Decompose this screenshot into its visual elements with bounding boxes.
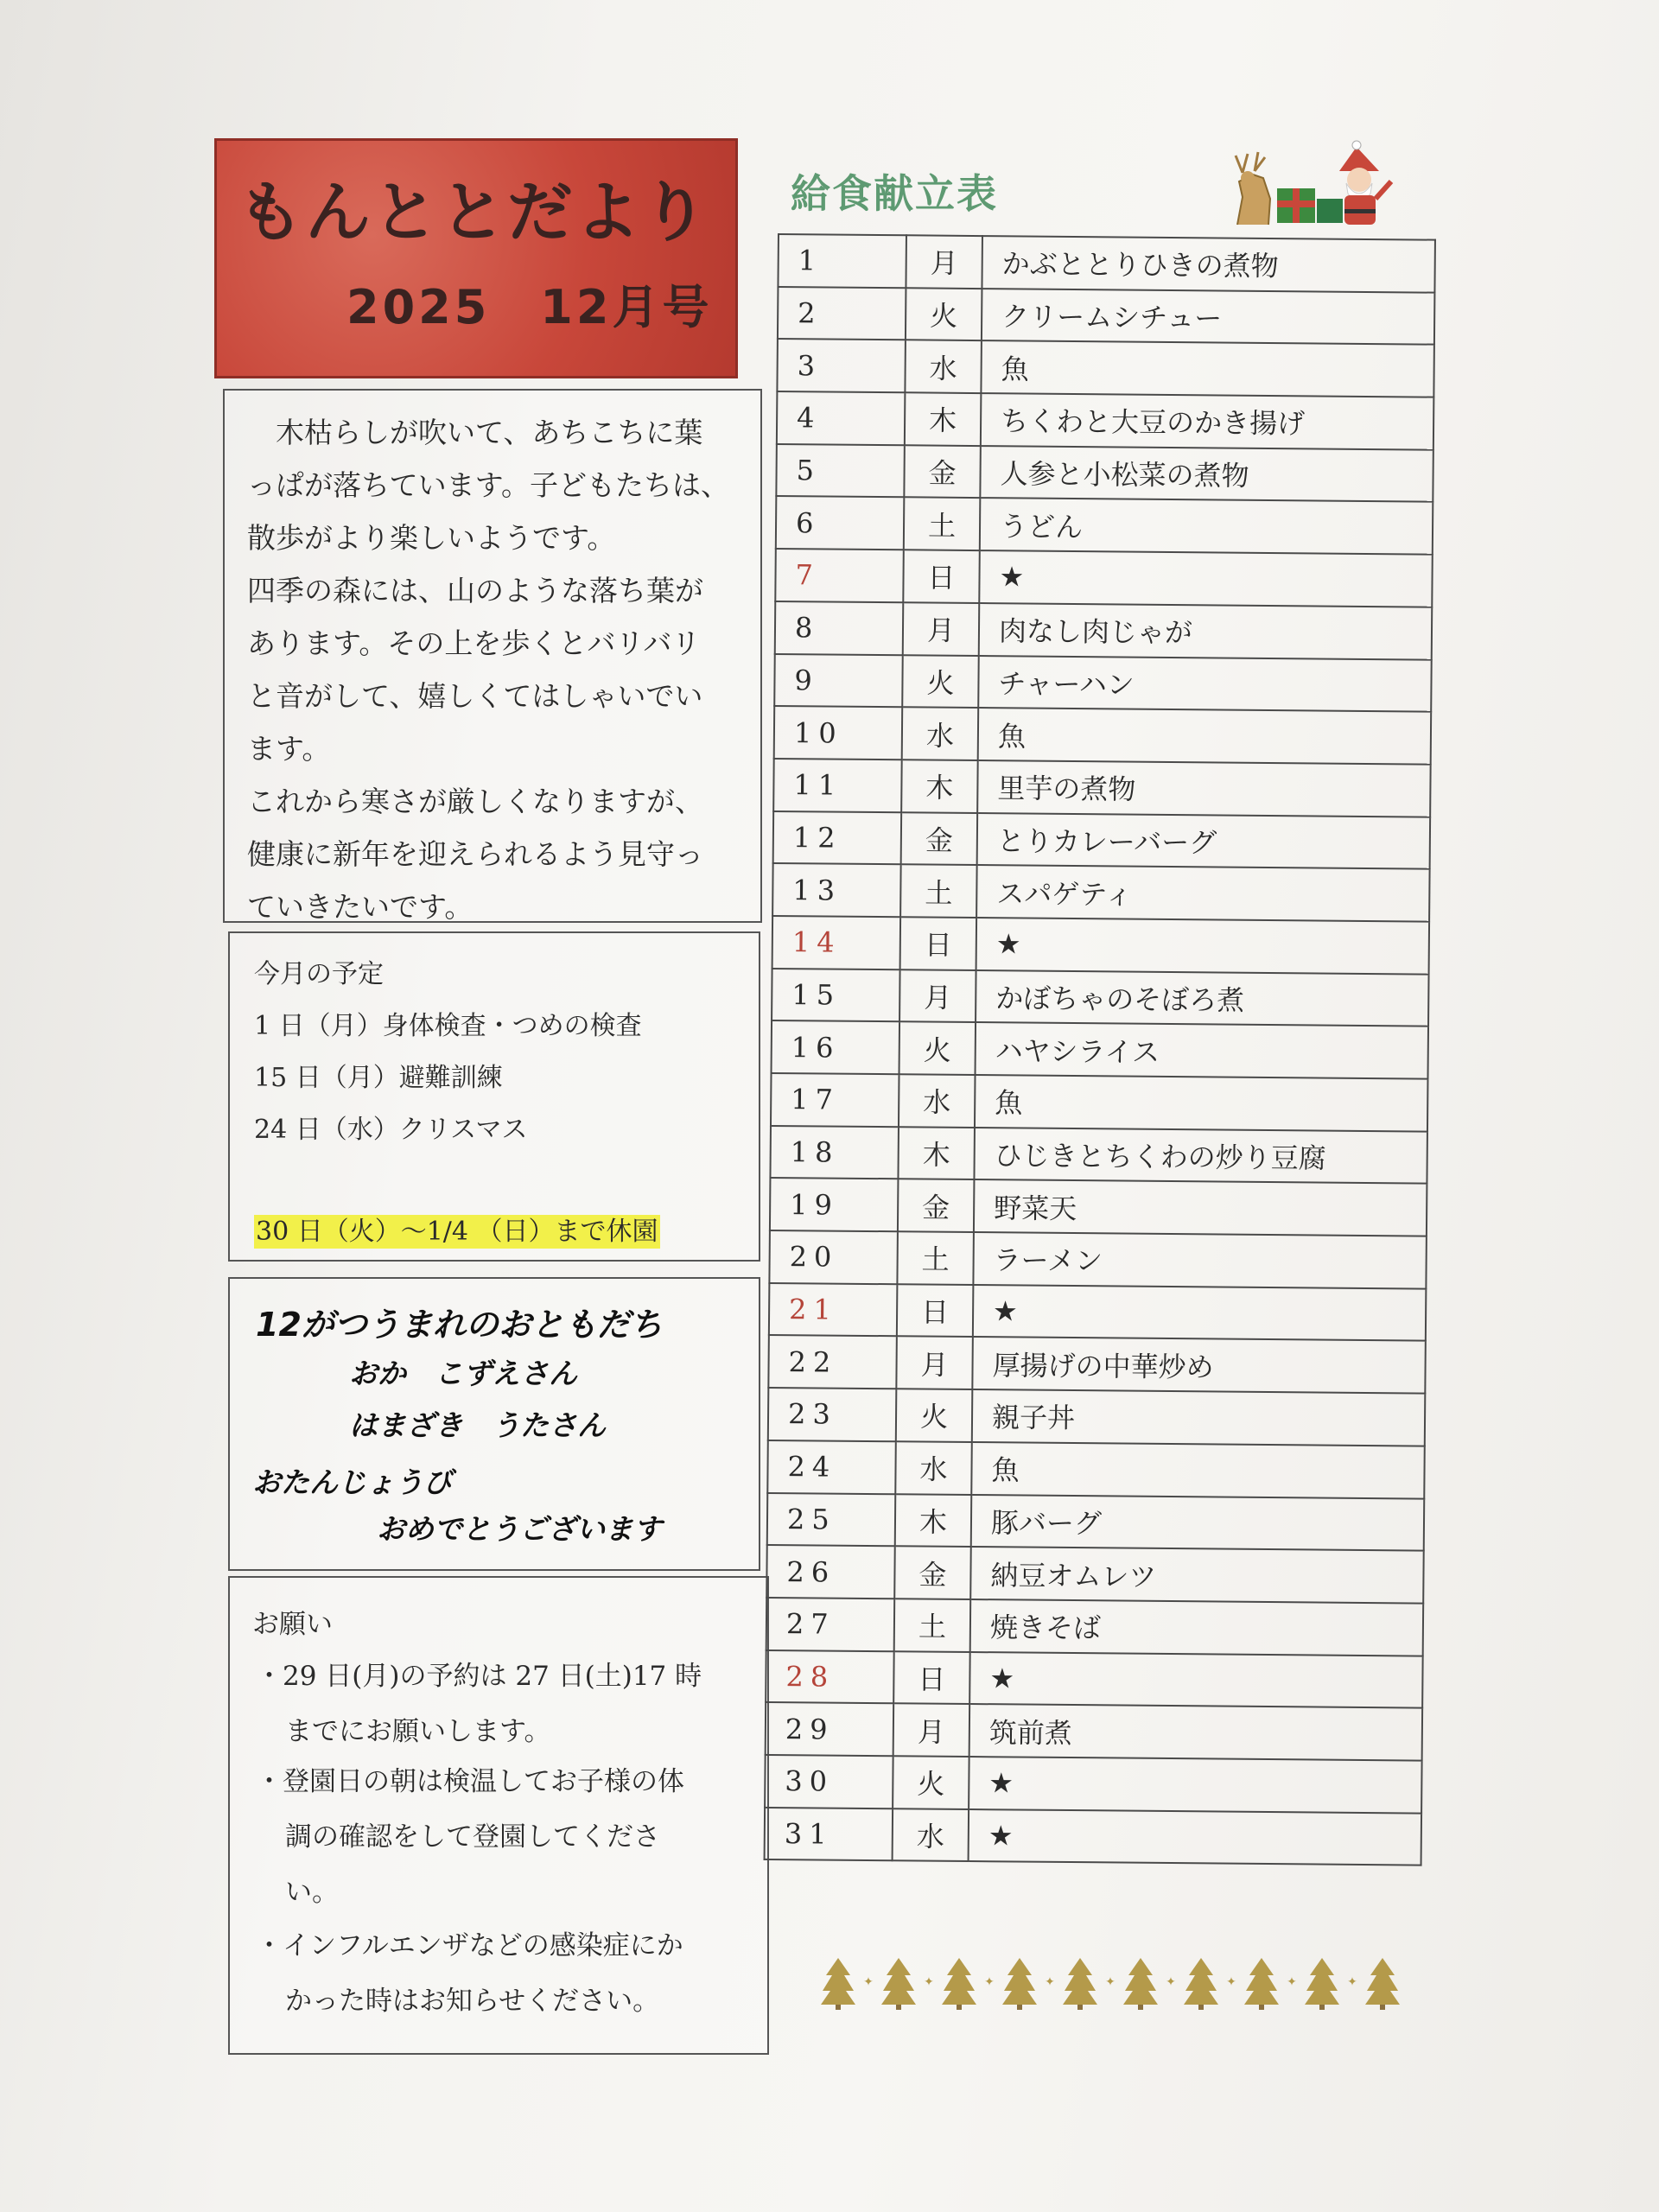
greeting-line: あります。その上を歩くとバリバリ <box>247 626 701 660</box>
issue-label: 2025 12月号 <box>346 280 713 334</box>
menu-row <box>770 1126 1427 1184</box>
gift-icon <box>1277 188 1343 223</box>
request-line: 調の確認をして登園してくださ <box>285 1821 660 1853</box>
menu-day-cell: 5 <box>776 444 905 498</box>
schedule-title: 今月の予定 <box>254 959 384 989</box>
greeting-line: 散歩がより楽しいようです。 <box>247 521 616 555</box>
menu-table <box>764 233 1436 1866</box>
menu-day-cell: 31 <box>765 1808 893 1861</box>
menu-row <box>769 1283 1427 1341</box>
menu-row <box>774 706 1432 764</box>
menu-weekday-cell: 水 <box>905 340 982 393</box>
menu-weekday-cell: 月 <box>903 602 980 655</box>
christmas-tree-icon <box>821 1958 855 2010</box>
menu-dish-cell: 親子丼 <box>972 1389 1426 1446</box>
menu-weekday-cell: 水 <box>902 707 979 760</box>
menu-dish-cell: うどん <box>980 498 1433 554</box>
menu-row <box>775 601 1433 659</box>
greeting-text <box>247 406 748 933</box>
menu-weekday-cell: 木 <box>901 760 978 812</box>
menu-weekday-cell: 月 <box>906 235 982 288</box>
menu-weekday-cell: 水 <box>895 1441 972 1494</box>
menu-day-cell: 2 <box>778 287 906 340</box>
christmas-tree-icon <box>1123 1958 1158 2010</box>
menu-weekday-cell: 火 <box>899 1022 976 1075</box>
menu-dish-cell: ★ <box>973 1285 1427 1341</box>
menu-row <box>766 1650 1423 1708</box>
request-line: までにお願いします。 <box>285 1716 551 1747</box>
schedule-box <box>228 931 760 1262</box>
birthday-name: おか こずえさん <box>349 1357 577 1390</box>
birthday-message: おたんじょうび <box>252 1465 452 1499</box>
menu-weekday-cell: 日 <box>900 917 977 969</box>
christmas-tree-icon <box>1063 1958 1097 2010</box>
menu-day-cell: 29 <box>766 1702 894 1756</box>
menu-weekday-cell: 日 <box>903 550 980 602</box>
menu-day-cell: 30 <box>765 1755 893 1808</box>
christmas-tree-icon <box>881 1958 916 2010</box>
schedule-item: 24 日（水）クリスマス <box>254 1115 528 1145</box>
menu-weekday-cell: 土 <box>900 865 977 918</box>
menu-weekday-cell: 日 <box>893 1651 970 1704</box>
menu-row <box>769 1230 1427 1288</box>
menu-dish-cell: 人参と小松菜の煮物 <box>980 446 1433 502</box>
menu-row <box>773 811 1431 869</box>
menu-dish-cell: 筑前煮 <box>969 1704 1423 1760</box>
menu-day-cell: 24 <box>767 1440 896 1494</box>
menu-day-cell: 16 <box>772 1020 900 1074</box>
star-icon: ✦ <box>1166 1975 1176 1989</box>
menu-dish-cell: クリームシチュー <box>982 289 1435 345</box>
closure-notice: 30 日（火）～1/4 （日）まで休園 <box>256 1217 658 1247</box>
menu-day-cell: 10 <box>774 706 903 760</box>
santa-icon <box>1339 141 1391 225</box>
greeting-box <box>223 389 762 923</box>
menu-row <box>767 1492 1425 1550</box>
menu-row <box>773 759 1431 817</box>
menu-dish-cell: 厚揚げの中華炒め <box>972 1337 1426 1393</box>
menu-dish-cell: ラーメン <box>973 1232 1427 1288</box>
tree-border <box>821 1951 1443 2012</box>
title-banner <box>214 138 738 378</box>
menu-row <box>770 1178 1427 1236</box>
menu-day-cell: 17 <box>771 1073 899 1127</box>
greeting-line: ていきたいです。 <box>247 890 474 924</box>
menu-weekday-cell: 木 <box>898 1127 975 1179</box>
menu-dish-cell: ★ <box>976 918 1430 974</box>
menu-weekday-cell: 水 <box>893 1808 969 1861</box>
menu-dish-cell: 魚 <box>978 708 1432 764</box>
christmas-tree-icon <box>1365 1958 1400 2010</box>
christmas-tree-icon <box>942 1958 976 2010</box>
menu-day-cell: 25 <box>767 1492 896 1546</box>
request-box <box>228 1576 769 2055</box>
menu-row <box>765 1755 1422 1813</box>
menu-row <box>771 1073 1428 1131</box>
menu-weekday-cell: 火 <box>902 655 979 708</box>
birthday-box <box>228 1277 760 1571</box>
menu-row <box>768 1388 1426 1446</box>
menu-row <box>772 916 1430 974</box>
menu-row <box>766 1598 1424 1656</box>
menu-dish-cell: ★ <box>969 1757 1422 1813</box>
request-title: お願い <box>252 1609 333 1640</box>
christmas-tree-icon <box>1305 1958 1339 2010</box>
request-line: ・29 日(月)の予約は 27 日(土)17 時 <box>256 1661 702 1692</box>
reindeer-icon <box>1236 152 1270 225</box>
menu-row <box>775 549 1433 607</box>
menu-day-cell: 3 <box>777 339 906 392</box>
menu-dish-cell: かぶととりひきの煮物 <box>982 236 1435 292</box>
menu-dish-cell: ハヤシライス <box>976 1022 1429 1078</box>
menu-dish-cell: かぼちゃのそぼろ煮 <box>976 970 1429 1027</box>
birthday-message: おめでとうございます <box>377 1512 662 1546</box>
menu-row <box>772 1020 1429 1078</box>
christmas-tree-icon <box>1184 1958 1218 2010</box>
menu-day-cell: 27 <box>766 1598 895 1651</box>
menu-weekday-cell: 火 <box>896 1389 973 1441</box>
menu-day-cell: 23 <box>768 1388 897 1441</box>
menu-dish-cell: 肉なし肉じゃが <box>979 603 1433 659</box>
request-line: ・インフルエンザなどの感染症にか <box>256 1930 683 1961</box>
greeting-line: これから寒さが厳しくなりますが、 <box>247 785 703 818</box>
menu-dish-cell: とりカレーバーグ <box>977 813 1431 869</box>
menu-row <box>766 1702 1423 1760</box>
menu-day-cell: 4 <box>777 391 906 445</box>
star-icon: ✦ <box>863 1975 874 1989</box>
birthday-name: はまざき うたさん <box>349 1408 606 1442</box>
menu-dish-cell: チャーハン <box>978 656 1432 712</box>
greeting-line: と音がして、嬉しくてはしゃいでい <box>247 679 703 713</box>
menu-dish-cell: 焼きそば <box>970 1599 1424 1656</box>
menu-dish-cell: 里芋の煮物 <box>977 760 1431 817</box>
menu-weekday-cell: 木 <box>905 392 982 445</box>
request-line: ・登園日の朝は検温してお子様の体 <box>256 1766 684 1797</box>
menu-weekday-cell: 土 <box>894 1599 971 1651</box>
menu-row <box>767 1440 1425 1498</box>
menu-row <box>778 234 1435 292</box>
menu-weekday-cell: 火 <box>893 1756 969 1808</box>
menu-weekday-cell: 火 <box>906 288 982 340</box>
menu-weekday-cell: 月 <box>896 1337 973 1389</box>
menu-weekday-cell: 金 <box>901 812 978 865</box>
star-icon: ✦ <box>1105 1975 1116 1989</box>
menu-weekday-cell: 日 <box>897 1284 974 1337</box>
star-icon: ✦ <box>1226 1975 1236 1989</box>
menu-day-cell: 19 <box>770 1178 899 1231</box>
menu-day-cell: 22 <box>768 1335 897 1389</box>
menu-dish-cell: ちくわと大豆のかき揚げ <box>981 393 1434 449</box>
menu-day-cell: 21 <box>769 1283 898 1337</box>
menu-row <box>777 339 1434 397</box>
greeting-line: 健康に新年を迎えられるよう見守っ <box>247 837 703 871</box>
menu-weekday-cell: 土 <box>897 1231 974 1284</box>
menu-day-cell: 7 <box>775 549 904 602</box>
menu-row <box>772 863 1430 921</box>
menu-dish-cell: 納豆オムレツ <box>970 1547 1424 1603</box>
menu-dish-cell: ★ <box>979 550 1433 607</box>
request-line: かった時はお知らせください。 <box>285 1986 660 2017</box>
menu-day-cell: 26 <box>766 1545 895 1599</box>
star-icon: ✦ <box>924 1975 934 1989</box>
menu-weekday-cell: 土 <box>904 498 981 550</box>
menu-row <box>766 1545 1424 1603</box>
star-icon: ✦ <box>1287 1975 1297 1989</box>
menu-dish-cell: 魚 <box>981 340 1434 397</box>
menu-day-cell: 8 <box>775 601 904 655</box>
menu-weekday-cell: 金 <box>894 1546 971 1599</box>
menu-day-cell: 15 <box>772 969 900 1022</box>
menu-weekday-cell: 木 <box>895 1494 972 1547</box>
birthday-heading: 12がつうまれのおともだち <box>256 1306 663 1344</box>
menu-dish-cell: ひじきとちくわの炒り豆腐 <box>974 1128 1427 1184</box>
menu-title: 給食献立表 <box>791 170 998 217</box>
menu-weekday-cell: 金 <box>898 1179 975 1232</box>
menu-weekday-cell: 月 <box>899 969 976 1022</box>
menu-table-body <box>765 234 1435 1866</box>
menu-day-cell: 14 <box>772 916 901 969</box>
star-icon: ✦ <box>1347 1975 1357 1989</box>
greeting-line: ます。 <box>247 732 331 766</box>
menu-dish-cell: 豚バーグ <box>971 1495 1425 1551</box>
menu-day-cell: 20 <box>769 1230 898 1284</box>
menu-row <box>777 391 1434 449</box>
menu-dish-cell: ★ <box>969 1652 1423 1708</box>
menu-row <box>768 1335 1426 1393</box>
menu-dish-cell: 野菜天 <box>974 1179 1427 1236</box>
menu-row <box>776 444 1433 502</box>
menu-day-cell: 11 <box>773 759 902 812</box>
menu-weekday-cell: 月 <box>893 1703 970 1756</box>
christmas-tree-icon <box>1244 1958 1279 2010</box>
menu-row <box>765 1808 1422 1866</box>
christmas-decoration <box>1227 130 1400 233</box>
menu-dish-cell: 魚 <box>971 1442 1425 1498</box>
menu-weekday-cell: 金 <box>904 445 981 498</box>
greeting-line: っぱが落ちています。子どもたちは、 <box>247 468 730 502</box>
schedule-item: 1 日（月）身体検査・つめの検査 <box>254 1011 642 1041</box>
menu-day-cell: 1 <box>778 234 906 288</box>
menu-day-cell: 28 <box>766 1650 894 1704</box>
menu-row <box>772 969 1429 1027</box>
menu-row <box>776 496 1433 554</box>
star-icon: ✦ <box>984 1975 995 1989</box>
menu-day-cell: 9 <box>774 653 903 707</box>
menu-day-cell: 18 <box>770 1126 899 1179</box>
request-line: い。 <box>285 1877 339 1908</box>
menu-day-cell: 12 <box>773 811 902 865</box>
newsletter-title: もんととだより <box>238 174 709 251</box>
menu-weekday-cell: 水 <box>899 1074 976 1127</box>
menu-dish-cell: スパゲティ <box>976 865 1430 921</box>
menu-dish-cell: 魚 <box>975 1075 1428 1131</box>
star-icon: ✦ <box>1045 1975 1055 1989</box>
christmas-tree-icon <box>1002 1958 1037 2010</box>
menu-day-cell: 6 <box>776 496 905 550</box>
menu-dish-cell: ★ <box>969 1809 1422 1866</box>
menu-day-cell: 13 <box>772 863 901 917</box>
menu-row <box>778 287 1435 345</box>
greeting-line: 木枯らしが吹いて、あちこちに葉 <box>247 416 703 449</box>
greeting-line: 四季の森には、山のような落ち葉が <box>247 574 703 607</box>
menu-row <box>774 653 1432 711</box>
schedule-item: 15 日（月）避難訓練 <box>254 1063 503 1093</box>
